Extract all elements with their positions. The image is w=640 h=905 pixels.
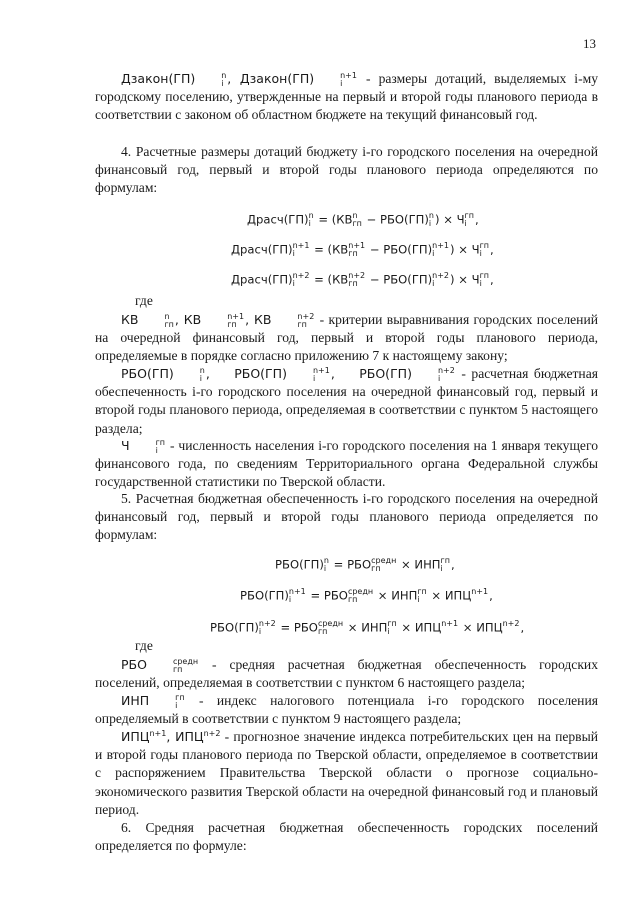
formula-drasch-n1: Драсч(ГП) n+1 i = (КВ n+1 гп − РБО(ГП) n+1 i ) × Ч гп i ,: [231, 241, 494, 258]
paragraph-dzakon: [95, 70, 598, 125]
symbol-dzakon: Дзакон(ГП) n i , Дзакон(ГП) n+1 i: [121, 70, 357, 88]
formula-drasch-n: Драсч(ГП) n i = (КВ n гп − РБО(ГП) n i ) × Ч гп i ,: [247, 211, 479, 228]
ch-description: - численность населения i-го городского поселения на 1 января текущего финансового года, по сведениям Территориального органа Федеральной службы государственной статистики по Тверской области.: [95, 438, 598, 490]
formula-rbo-n2: РБО(ГП) n+2 i = РБО средн гп × ИНП гп i × ИПЦ n+1 × ИПЦ n+2 ,: [210, 619, 525, 636]
definition-inp: [95, 692, 598, 728]
definition-kv: [95, 311, 598, 366]
rbo-description: - расчетная бюджетная обеспеченность i-го городского поселения на очередной финансовый год, первый и второй годы планового периода, определяемая в соответствии с пунктом 5 настоящего раздела;: [95, 366, 598, 436]
paragraph-5: 5. Расчетная бюджетная обеспеченность i-го городского поселения на очередной финансовый год, первый и второй годы планового периода определяется по формулам:: [95, 491, 598, 543]
where-label-1: где: [135, 293, 153, 308]
symbol-ipc: $ИПЦ^{n+1}$, $ИПЦ^{n+2}$: [121, 728, 221, 744]
page-number: 13: [583, 36, 596, 51]
definition-ch: [95, 437, 598, 492]
formula-rbo-n1: РБО(ГП) n+1 i = РБО средн гп × ИНП гп i × ИПЦ n+1 ,: [240, 587, 493, 604]
rbo-sred-description: - средняя расчетная бюджетная обеспеченность городских поселений, определяемая в соответствии с пунктом 6 настоящего раздела;: [95, 657, 598, 691]
ipc-description: - прогнозное значение индекса потребительских цен на первый и второй годы планового периода по Тверской области, определяемое в соответствии с распоряжением Правительства Тверской области о прогнозе социально-экономического развития Тверской области на очередной финансовый год и плановый период.: [95, 729, 599, 817]
dzakon-description: - размеры дотаций, выделяемых i-му городскому поселению, утвержденные на первый и второй годы планового периода в соответствии с законом об областном бюджете на текущий финансовый год.: [95, 71, 598, 123]
where-label-2: где: [135, 638, 153, 653]
symbol-kv: КВ n гп , КВ n+1 гп , КВ n+2 гп: [121, 311, 315, 329]
formula-rbo-n: РБО(ГП) n i = РБО средн гп × ИНП гп i ,: [275, 556, 455, 573]
paragraph-4: 4. Расчетные размеры дотаций бюджету i-го городского поселения на очередной финансовый год, первый и второй годы планового периода определяются по формулам:: [95, 144, 598, 196]
definition-rbo: [95, 365, 598, 438]
symbol-inp: ИНП гп i: [121, 692, 185, 710]
inp-description: - индекс налогового потенциала i-го городского поселения определяемый в соответствии с пунктом 9 настоящего раздела;: [95, 693, 598, 727]
symbol-ch: Ч гп i: [121, 437, 166, 455]
formula-drasch-n2: Драсч(ГП) n+2 i = (КВ n+2 гп − РБО(ГП) n+2 i ) × Ч гп i ,: [231, 271, 494, 288]
symbol-rbo-sred: РБО средн гп: [121, 656, 199, 674]
symbol-rbo: РБО(ГП) n i , РБО(ГП) n+1 i , РБО(ГП) n+2 i: [121, 365, 455, 383]
definition-ipc: [95, 728, 598, 819]
paragraph-6: 6. Средняя расчетная бюджетная обеспеченность городских поселений определяется по формуле:: [95, 820, 598, 854]
definition-rbo-sred: [95, 656, 598, 692]
kv-description: - критерии выравнивания городских поселений на очередной финансовый год, первый и второй годы планового периода, определяемые в порядке согласно приложению 7 к настоящему закону;: [95, 312, 598, 364]
